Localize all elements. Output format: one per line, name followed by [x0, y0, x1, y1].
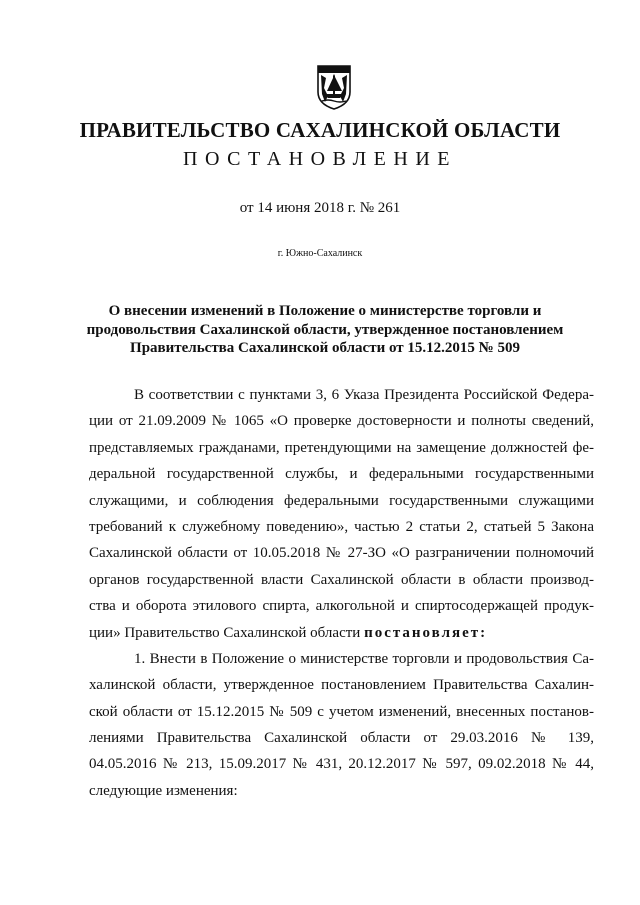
government-title: ПРАВИТЕЛЬСТВО САХАЛИНСКОЙ ОБЛАСТИ [79, 118, 561, 142]
paragraph-2-line: лениями Правительства Сахалинской области от 29.03.2016 № 139, [89, 730, 594, 747]
paragraph-2-line: ской области от 15.12.2015 № 509 с учетом изменений, внесенных постанов- [89, 703, 594, 720]
subject-line: Правительства Сахалинской области от 15.12.2015 № 509 [130, 340, 520, 356]
paragraph-1-line: деральной государственной службы, и федеральными государственными [89, 466, 594, 483]
paragraph-2-line: следующие изменения: [89, 782, 238, 799]
paragraph-1-last-text: ции» Правительство Сахалинской области [89, 624, 365, 641]
subject-line: О внесении изменений в Положение о министерстве торговли и [108, 303, 542, 319]
document-body [89, 382, 594, 804]
paragraph-1-line: представляемых гражданами, претендующими на замещение должностей фе- [89, 439, 594, 456]
paragraph-1-line: требований к служебному поведению», частью 2 статьи 2, статьей 5 Закона [89, 518, 594, 535]
document-city: г. Южно-Сахалинск [277, 248, 363, 259]
paragraph-1-last-line [89, 620, 594, 646]
paragraph-1-line: Сахалинской области от 10.05.2018 № 27-ЗО «О разграничении полномочий [89, 545, 594, 562]
paragraph-1-line: В соответствии с пунктами 3, 6 Указа Президента Российской Федера- [134, 387, 594, 403]
paragraph-2-line: халинской области, утвержденное постановлением Правительства Сахалин- [89, 677, 594, 694]
sakhalin-coat-of-arms-icon [316, 64, 352, 110]
paragraph-1-line: ства и оборота этилового спирта, алкогольной и спиртосодержащей продук- [89, 598, 594, 615]
paragraph-1-line: служащими, и соблюдения федеральными государственными служащими [89, 492, 594, 509]
document-subject [80, 302, 570, 358]
paragraph-2-line: 04.05.2016 № 213, 15.09.2017 № 431, 20.12.2017 № 597, 09.02.2018 № 44, [89, 756, 594, 773]
subject-line: продовольствия Сахалинской области, утвержденное постановлением [86, 321, 564, 338]
resolves-keyword: постановляет: [364, 624, 488, 641]
paragraph-2-line: 1. Внести в Положение о министерстве торговли и продовольствия Са- [134, 650, 594, 667]
document-kind: ПОСТАНОВЛЕНИЕ [183, 148, 457, 170]
paragraph-1-line: ции от 21.09.2009 № 1065 «О проверке достоверности и полноты сведений, [89, 413, 594, 430]
paragraph-1-line: органов государственной власти Сахалинской области в области производ- [89, 571, 594, 588]
document-date-number: от 14 июня 2018 г. № 261 [239, 200, 401, 216]
